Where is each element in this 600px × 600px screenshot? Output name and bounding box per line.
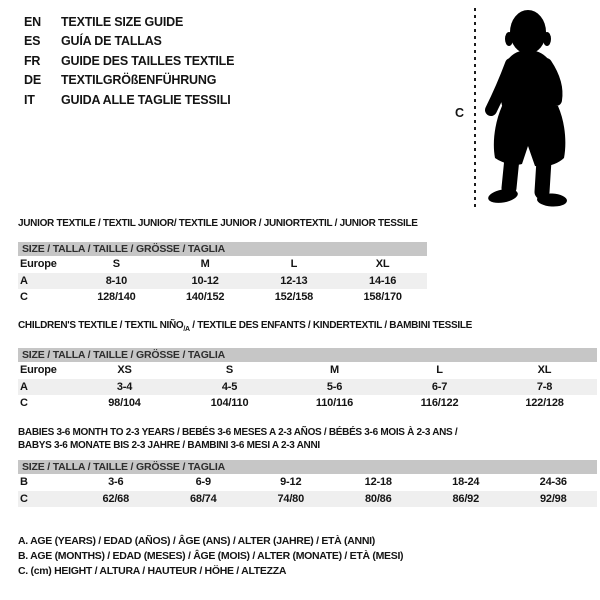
language-title: GUÍA DE TALLAS (61, 34, 162, 49)
babies-section-title (18, 426, 597, 452)
language-row (24, 71, 234, 90)
size-cell: XL (537, 364, 552, 377)
size-cell: 18-24 (452, 476, 480, 489)
language-row (24, 52, 234, 71)
children-size-table (18, 362, 597, 412)
size-cell: 74/80 (277, 492, 305, 505)
size-cell: L (290, 258, 298, 271)
language-code: ES (24, 34, 41, 49)
babies-title-line-1: BABIES 3-6 MONTH TO 2-3 YEARS / BEBÉS 3-6 MESES A 2-3 AÑOS / BÉBÉS 3-6 MOIS À 2-3 ANS / (18, 427, 458, 438)
height-dashed-line (474, 8, 476, 208)
children-title-pre: CHILDREN'S TEXTILE / TEXTIL NIÑO (18, 320, 184, 331)
children-title-post: / TEXTILE DES ENFANTS / KINDERTEXTIL / BAMBINI TESSILE (189, 320, 473, 331)
size-cell: 7-8 (536, 380, 553, 393)
babies-size-table (18, 474, 597, 507)
size-cell: 92/98 (539, 492, 567, 505)
children-textile-section (18, 319, 597, 412)
language-code: EN (24, 15, 41, 29)
row-label: A (20, 380, 28, 393)
size-cell: 128/140 (97, 291, 136, 304)
language-title: TEXTILGRÖßENFÜHRUNG (61, 73, 217, 88)
size-cell: 8-10 (105, 274, 127, 287)
babies-textile-section (18, 426, 597, 507)
size-cell: 12-18 (364, 476, 392, 489)
row-label: B (20, 476, 28, 489)
height-measure-label: C (455, 106, 465, 120)
table-row (18, 491, 597, 508)
table-row (18, 379, 597, 396)
size-cell: M (200, 258, 210, 271)
children-section-title (18, 319, 597, 336)
language-code: DE (24, 73, 41, 88)
size-cell: 140/152 (185, 291, 225, 304)
table-row (18, 474, 597, 491)
language-code: FR (24, 53, 41, 68)
language-title: GUIDE DES TAILLES TEXTILE (61, 53, 235, 68)
size-cell: 10-12 (191, 274, 219, 287)
language-list (24, 13, 234, 110)
size-cell: 3-4 (116, 380, 133, 393)
row-label: C (20, 492, 28, 505)
language-row (24, 91, 234, 110)
size-cell: 80/86 (364, 492, 392, 505)
size-header-band: SIZE / TALLA / TAILLE / GRÖSSE / TAGLIA (18, 242, 427, 256)
row-label: C (20, 291, 28, 304)
row-label: Europe (20, 258, 57, 271)
table-row (18, 273, 427, 290)
size-cell: 3-6 (108, 476, 124, 489)
size-cell: 86/92 (452, 492, 480, 505)
language-title: GUIDA ALLE TAGLIE TESSILI (61, 92, 231, 107)
legend-note-line: B. AGE (MONTHS) / EDAD (MESES) / ÂGE (MOIS) / ALTER (MONATE) / ETÀ (MESI) (18, 549, 404, 562)
size-cell: 68/74 (189, 492, 217, 505)
row-label: C (20, 397, 28, 410)
size-cell: XL (375, 258, 390, 271)
babies-title-line-2: BABYS 3-6 MONATE BIS 2-3 JAHRE / BAMBINI 3-6 MESI A 2-3 ANNI (18, 440, 320, 451)
legend-notes (18, 534, 403, 578)
language-row (24, 13, 234, 32)
junior-size-table (18, 256, 427, 306)
language-row (24, 32, 234, 51)
legend-note-line: A. AGE (YEARS) / EDAD (AÑOS) / ÂGE (ANS) / ALTER (JAHRE) / ETÀ (ANNI) (18, 535, 375, 547)
junior-textile-section (18, 217, 427, 306)
size-cell: S (112, 258, 120, 271)
language-code: IT (24, 92, 35, 107)
table-row (18, 256, 427, 273)
size-cell: L (436, 364, 443, 377)
size-cell: 98/104 (108, 397, 141, 410)
row-label: A (20, 274, 28, 287)
size-cell: 122/128 (525, 397, 564, 410)
size-cell: S (225, 364, 234, 377)
table-row (18, 362, 597, 379)
size-header-band: SIZE / TALLA / TAILLE / GRÖSSE / TAGLIA (18, 460, 597, 474)
size-cell: 14-16 (369, 274, 397, 287)
row-label: Europe (20, 364, 57, 377)
junior-section-title-text: JUNIOR TEXTILE / TEXTIL JUNIOR/ TEXTILE JUNIOR / JUNIORTEXTIL / JUNIOR TESSILE (18, 218, 418, 229)
size-cell: 5-6 (326, 380, 343, 393)
size-cell: 12-13 (280, 274, 308, 287)
size-cell: 62/68 (102, 492, 130, 505)
size-cell: 6-9 (195, 476, 211, 489)
size-cell: XS (117, 364, 132, 377)
table-row (18, 395, 597, 412)
size-cell: 158/170 (363, 291, 402, 304)
size-header-band: SIZE / TALLA / TAILLE / GRÖSSE / TAGLIA (18, 348, 597, 362)
baby-silhouette-icon (478, 0, 600, 212)
children-title-sub: /A (183, 326, 190, 333)
language-title: TEXTILE SIZE GUIDE (61, 15, 184, 29)
size-cell: 116/122 (420, 397, 459, 410)
size-cell: 24-36 (539, 476, 567, 489)
size-cell: 9-12 (280, 476, 302, 489)
size-cell: M (330, 364, 339, 377)
size-cell: 104/110 (210, 397, 249, 410)
legend-note-line: C. (cm) HEIGHT / ALTURA / HAUTEUR / HÖHE / ALTEZZA (18, 564, 287, 577)
junior-section-title (18, 217, 427, 230)
table-row (18, 289, 427, 306)
size-cell: 152/158 (274, 291, 314, 304)
size-cell: 6-7 (431, 380, 448, 393)
size-cell: 110/116 (315, 397, 354, 410)
size-cell: 4-5 (221, 380, 238, 393)
